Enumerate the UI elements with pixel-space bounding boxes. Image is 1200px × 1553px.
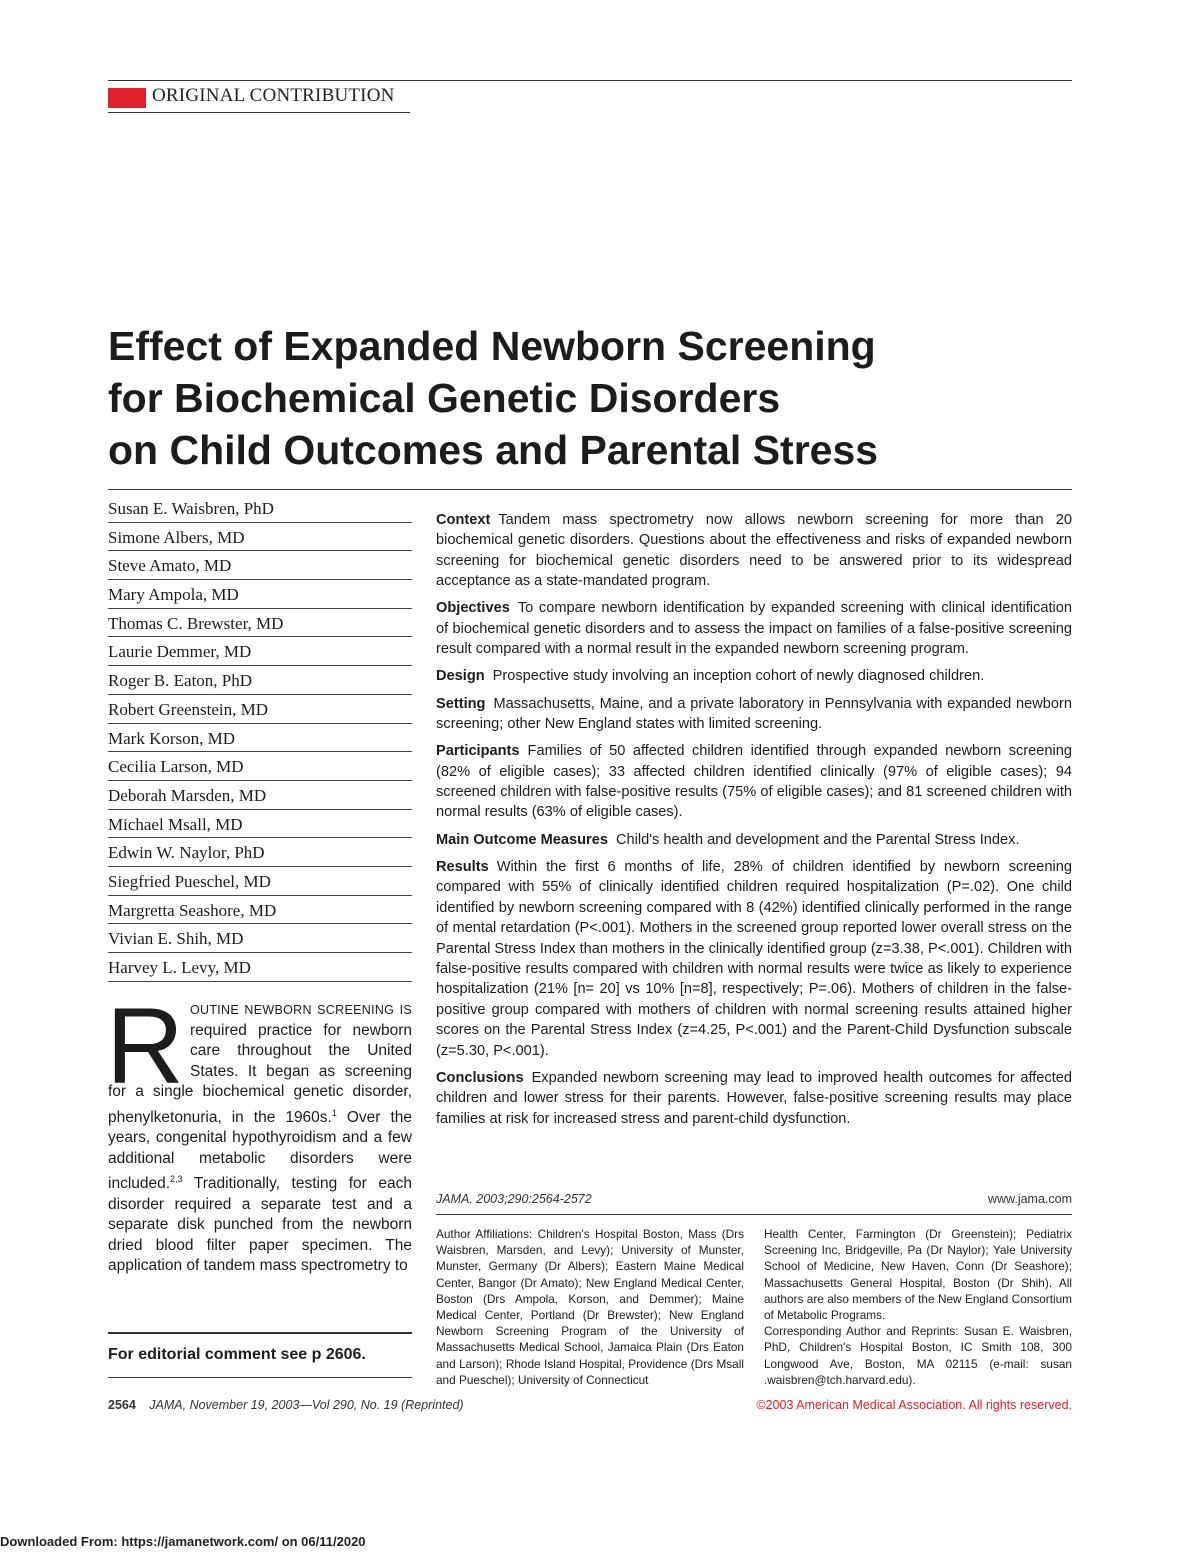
author-name: Cecilia Larson, MD	[108, 752, 412, 781]
page-footer	[108, 1398, 1072, 1412]
citation: JAMA. 2003;290:2564-2572	[436, 1192, 592, 1206]
abstract	[436, 510, 1072, 1136]
header-top-rule	[108, 80, 1072, 81]
abstract-heading: Conclusions	[436, 1069, 524, 1086]
intro-text-a: required practice for newborn care throughout the United States. It began as screening for a single biochemical genetic disorder, phenylketonuria, in the 1960s.	[108, 1021, 412, 1126]
title-line-3: on Child Outcomes and Parental Stress	[108, 427, 879, 473]
download-note: Downloaded From: https://jamanetwork.com/ on 06/11/2020	[0, 1534, 366, 1549]
page-number: 2564	[108, 1398, 136, 1412]
article-title	[108, 320, 1068, 476]
author-name: Edwin W. Naylor, PhD	[108, 838, 412, 867]
author-name: Deborah Marsden, MD	[108, 781, 412, 810]
author-name: Simone Albers, MD	[108, 523, 412, 552]
abstract-design	[436, 666, 1072, 686]
abstract-text: Child's health and development and the Parental Stress Index.	[615, 831, 1020, 848]
reference-marker: 2,3	[170, 1174, 183, 1185]
abstract-heading: Setting	[436, 695, 486, 712]
title-line-2: for Biochemical Genetic Disorders	[108, 375, 781, 421]
affiliations-continued	[764, 1226, 1072, 1388]
abstract-setting	[436, 694, 1072, 735]
editorial-comment-link[interactable]: For editorial comment see p 2606.	[108, 1346, 366, 1363]
section-color-bar	[108, 88, 146, 108]
reference-marker: 1	[331, 1107, 337, 1118]
abstract-heading: Participants	[436, 743, 520, 760]
section-underline	[108, 112, 410, 113]
author-name: Mary Ampola, MD	[108, 580, 412, 609]
abstract-heading: Objectives	[436, 600, 510, 617]
website-link[interactable]: www.jama.com	[987, 1192, 1072, 1206]
abstract-heading: Results	[436, 858, 489, 875]
abstract-results	[436, 857, 1072, 1061]
editorial-rule-top	[108, 1332, 412, 1334]
title-rule	[108, 489, 1072, 490]
intro-text-c: Traditionally, testing for each disorder required a separate test and a separate disk punched from the newborn dried blood filter paper specimen. The application of tandem mass spectrometry to	[108, 1175, 412, 1275]
abstract-text: To compare newborn identification by expanded screening with clinical identification of biochemical genetic disorders and to assess the impact on families of a false-positive screening result compared with a normal result in the expanded newborn screening program.	[436, 600, 1072, 658]
author-name: Michael Msall, MD	[108, 810, 412, 839]
intro-paragraph	[106, 985, 412, 1277]
section-label: ORIGINAL CONTRIBUTION	[152, 85, 395, 106]
abstract-participants	[436, 741, 1072, 823]
copyright-notice: ©2003 American Medical Association. All rights reserved.	[756, 1398, 1072, 1412]
abstract-text: Massachusetts, Maine, and a private laboratory in Pennsylvania with expanded newborn screening; other New England states with limited screening.	[436, 695, 1072, 733]
author-name: Steve Amato, MD	[108, 551, 412, 580]
abstract-rule	[436, 1214, 1072, 1215]
abstract-heading: Design	[436, 668, 485, 685]
author-name: Robert Greenstein, MD	[108, 695, 412, 724]
author-name: Thomas C. Brewster, MD	[108, 609, 412, 638]
author-name: Susan E. Waisbren, PhD	[108, 494, 412, 523]
author-name: Margretta Seashore, MD	[108, 896, 412, 925]
author-affiliations: Author Affiliations: Children's Hospital Boston, Mass (Drs Waisbren, Marsden, and Levy); University of Munster, Munster, Germany (Dr Albers); Eastern Maine Medical Center, Bangor (Dr Amato); New England Medical Center, Boston (Drs Ampola, Korson, and Demmer); Maine Medical Center, Portland (Dr Brewster); New England Newborn Screening Program of the University of Massachusetts Medical School, Jamaica Plain (Drs Eaton and Larson); Rhode Island Hospital, Providence (Drs Msall and Pueschel); University of Connecticut	[436, 1227, 744, 1387]
intro-smallcaps-lead: OUTINE NEWBORN SCREENING IS	[190, 1003, 412, 1017]
abstract-text: Prospective study involving an inception cohort of newly diagnosed children.	[492, 668, 985, 685]
abstract-text: Within the first 6 months of life, 28% of children identified by newborn screening compared with 55% of clinically identified children required hospitalization (P=.02). One child identified by newborn screening compared with 8 (42%) identified clinically performed in the range of mental retardation (P<.001). Mothers in the screened group reported lower overall stress on the Parental Stress Index than mothers in the clinically identified group (z=3.38, P<.001). Children with false-positive results compared with children with normal results were twice as likely to experience hospitalization (21% [n= 20] vs 10% [n=8], respectively; P=.06). Mothers of children in the false-positive group compared with mothers of children with normal screening results attained higher scores on the Parental Stress Index (z=4.25, P<.001) and the Parent-Child Dysfunction subscale (z=5.30, P<.001).	[436, 858, 1072, 1059]
author-name: Roger B. Eaton, PhD	[108, 666, 412, 695]
abstract-measures	[436, 830, 1072, 850]
author-name: Vivian E. Shih, MD	[108, 924, 412, 953]
intro-text-b: Over the years, congenital hypothyroidism and a few additional metabolic disorders were included.	[108, 1108, 412, 1193]
abstract-text: Families of 50 affected children identified through expanded newborn screening (82% of eligible cases); 33 affected children identified clinically (97% of eligible cases); 94 screened children with false-positive results (75% of eligible cases); and 81 screened children with normal results (63% of eligible cases).	[436, 743, 1072, 821]
abstract-objectives	[436, 598, 1072, 659]
editorial-rule-bottom	[108, 1377, 412, 1378]
abstract-conclusions	[436, 1068, 1072, 1129]
author-name: Harvey L. Levy, MD	[108, 953, 412, 982]
author-name: Siegfried Pueschel, MD	[108, 867, 412, 896]
abstract-text: Expanded newborn screening may lead to improved health outcomes for affected children and lower stress for their parents. However, false-positive screening results may place families at risk for increased stress and parent-child dysfunction.	[436, 1069, 1072, 1127]
author-name: Mark Korson, MD	[108, 724, 412, 753]
abstract-heading: Context	[436, 512, 491, 528]
affiliations-text: Health Center, Farmington (Dr Greenstein); Pediatrix Screening Inc, Bridgeville, Pa (Dr Naylor); Yale University School of Medicine, New Haven, Conn (Dr Seashore); Massachusetts General Hospital, Boston (Dr Shih). All authors are also members of the New England Consortium of Metabolic Programs.	[764, 1227, 1072, 1323]
journal-issue: JAMA, November 19, 2003—Vol 290, No. 19 (Reprinted)	[149, 1398, 464, 1412]
abstract-text: Tandem mass spectrometry now allows newborn screening for more than 20 biochemical genetic disorders. Questions about the effectiveness and risks of expanded newborn screening for biochemical genetic disorders need to be answered prior to its widespread acceptance as a state-mandated program.	[436, 512, 1072, 590]
abstract-heading: Main Outcome Measures	[436, 831, 608, 848]
author-list	[108, 494, 412, 982]
title-line-1: Effect of Expanded Newborn Screening	[108, 323, 876, 369]
drop-cap: R	[106, 985, 184, 1106]
author-name: Laurie Demmer, MD	[108, 637, 412, 666]
abstract-context	[436, 510, 1072, 592]
corresponding-author: Corresponding Author and Reprints: Susan E. Waisbren, PhD, Children's Hospital Boston, IC Smith 108, 300 Longwood Ave, Boston, MA 02115 (e-mail: susan .waisbren@tch.harvard.edu).	[764, 1324, 1072, 1387]
